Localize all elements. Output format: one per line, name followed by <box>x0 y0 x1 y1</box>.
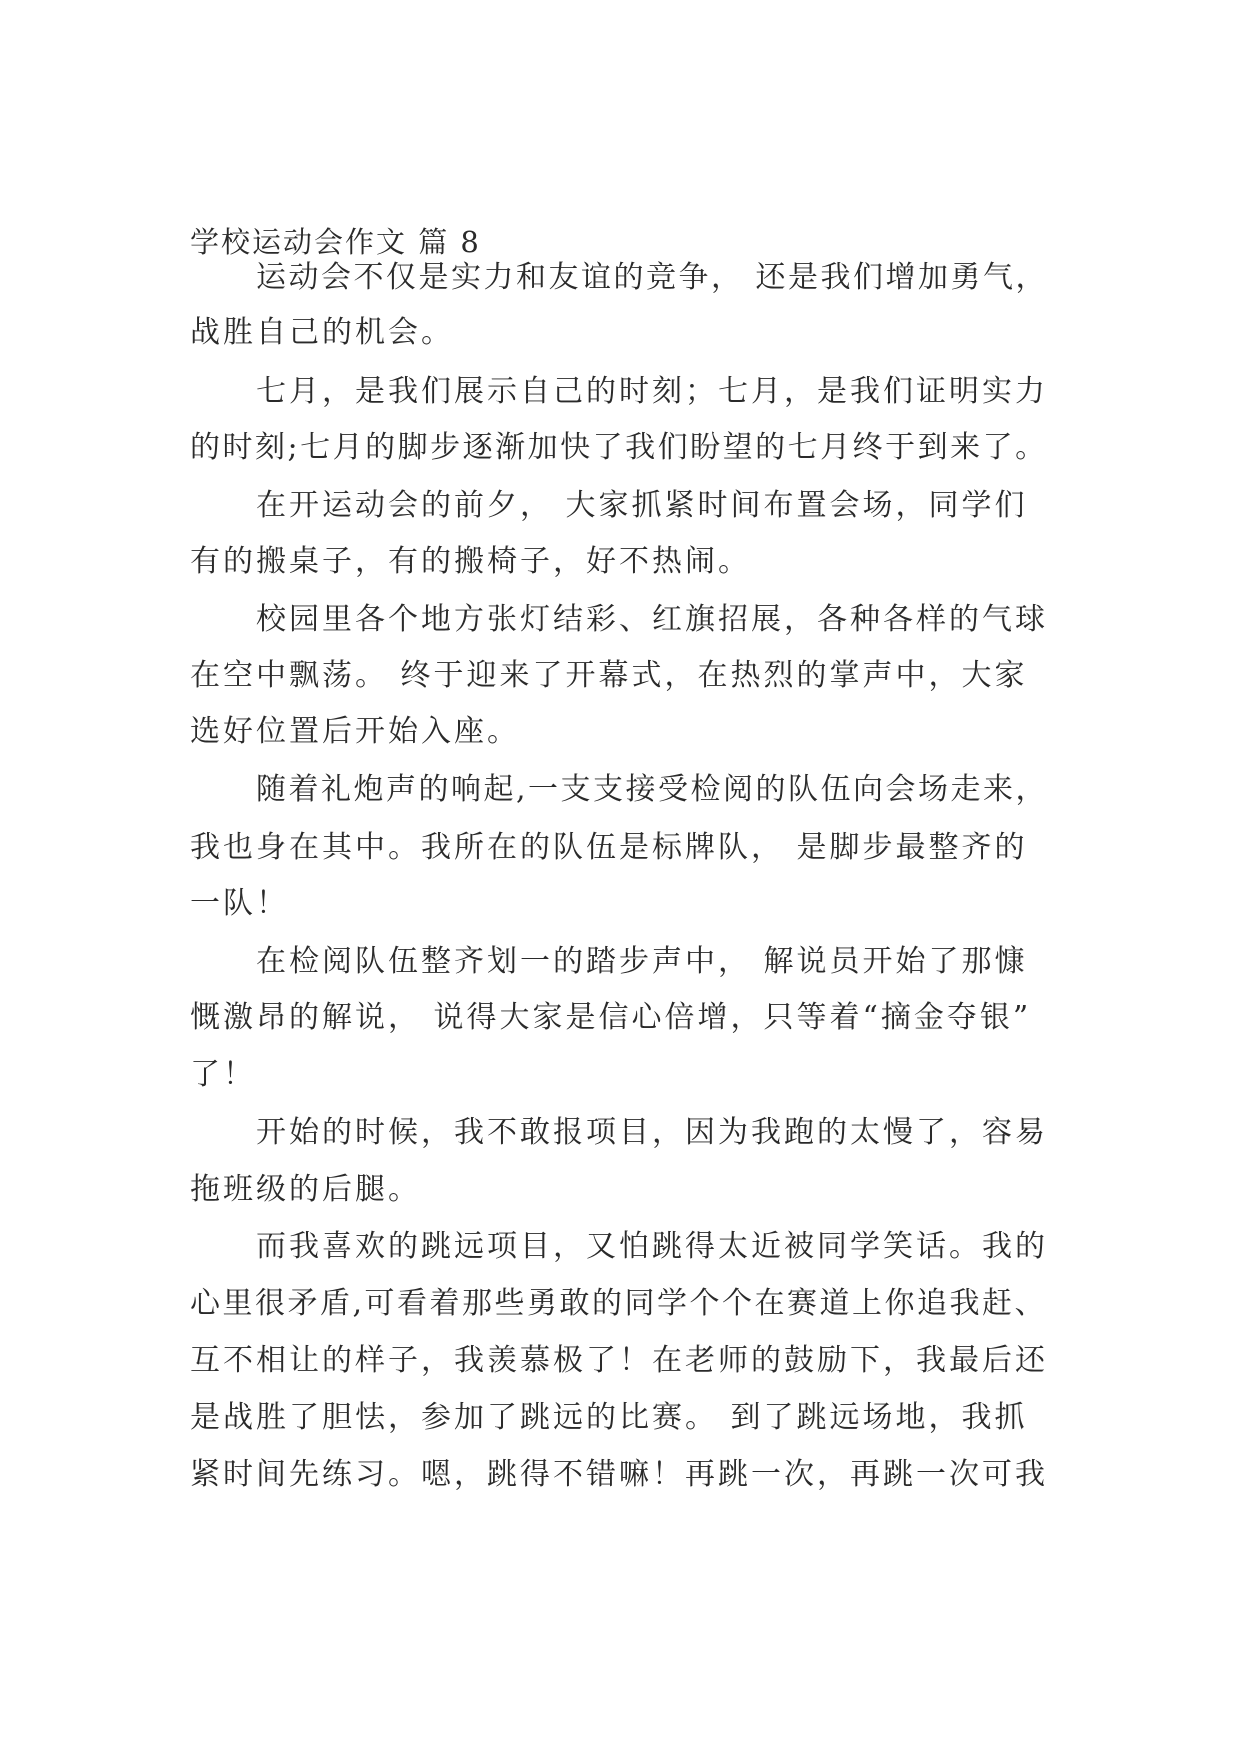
text-line: 而我喜欢的跳远项目，又怕跳得太近被同学笑话。我的 <box>256 1229 1048 1264</box>
text-line: 慨激昂的解说， 说得大家是信心倍增，只等着“摘金夺银” <box>190 1000 1032 1035</box>
document-title: 学校运动会作文 篇 8 <box>190 225 481 259</box>
text-line: 选好位置后开始入座。 <box>190 714 520 749</box>
text-line: 开始的时候，我不敢报项目，因为我跑的太慢了，容易 <box>256 1115 1048 1150</box>
text-line: 互不相让的样子，我羡慕极了！在老师的鼓励下，我最后还 <box>190 1343 1048 1378</box>
text-line: 七月，是我们展示自己的时刻；七月，是我们证明实力 <box>256 374 1048 409</box>
text-line: 紧时间先练习。嗯，跳得不错嘛！再跳一次，再跳一次可我 <box>190 1457 1048 1492</box>
text-line: 随着礼炮声的响起,一支支接受检阅的队伍向会场走来， <box>256 772 1049 807</box>
text-line: 校园里各个地方张灯结彩、红旗招展，各种各样的气球 <box>256 602 1048 637</box>
text-line: 拖班级的后腿。 <box>190 1172 421 1207</box>
text-line: 我也身在其中。我所在的队伍是标牌队， 是脚步最整齐的 <box>190 830 1028 865</box>
text-line: 有的搬桌子，有的搬椅子，好不热闹。 <box>190 544 751 579</box>
text-line: 运动会不仅是实力和友谊的竞争， 还是我们增加勇气， <box>256 260 1049 295</box>
text-line: 心里很矛盾,可看着那些勇敢的同学个个在赛道上你追我赶、 <box>190 1286 1048 1321</box>
text-line: 了！ <box>190 1057 256 1092</box>
text-line: 在开运动会的前夕， 大家抓紧时间布置会场，同学们 <box>256 488 1028 523</box>
text-line: 的时刻;七月的脚步逐渐加快了我们盼望的七月终于到来了。 <box>190 430 1048 465</box>
text-line: 在检阅队伍整齐划一的踏步声中， 解说员开始了那慷 <box>256 944 1028 979</box>
text-line: 一队！ <box>190 886 289 921</box>
text-line: 战胜自己的机会。 <box>190 315 454 350</box>
text-line: 是战胜了胆怯，参加了跳远的比赛。 到了跳远场地，我抓 <box>190 1400 1028 1435</box>
text-line: 在空中飘荡。 终于迎来了开幕式，在热烈的掌声中，大家 <box>190 658 1028 693</box>
